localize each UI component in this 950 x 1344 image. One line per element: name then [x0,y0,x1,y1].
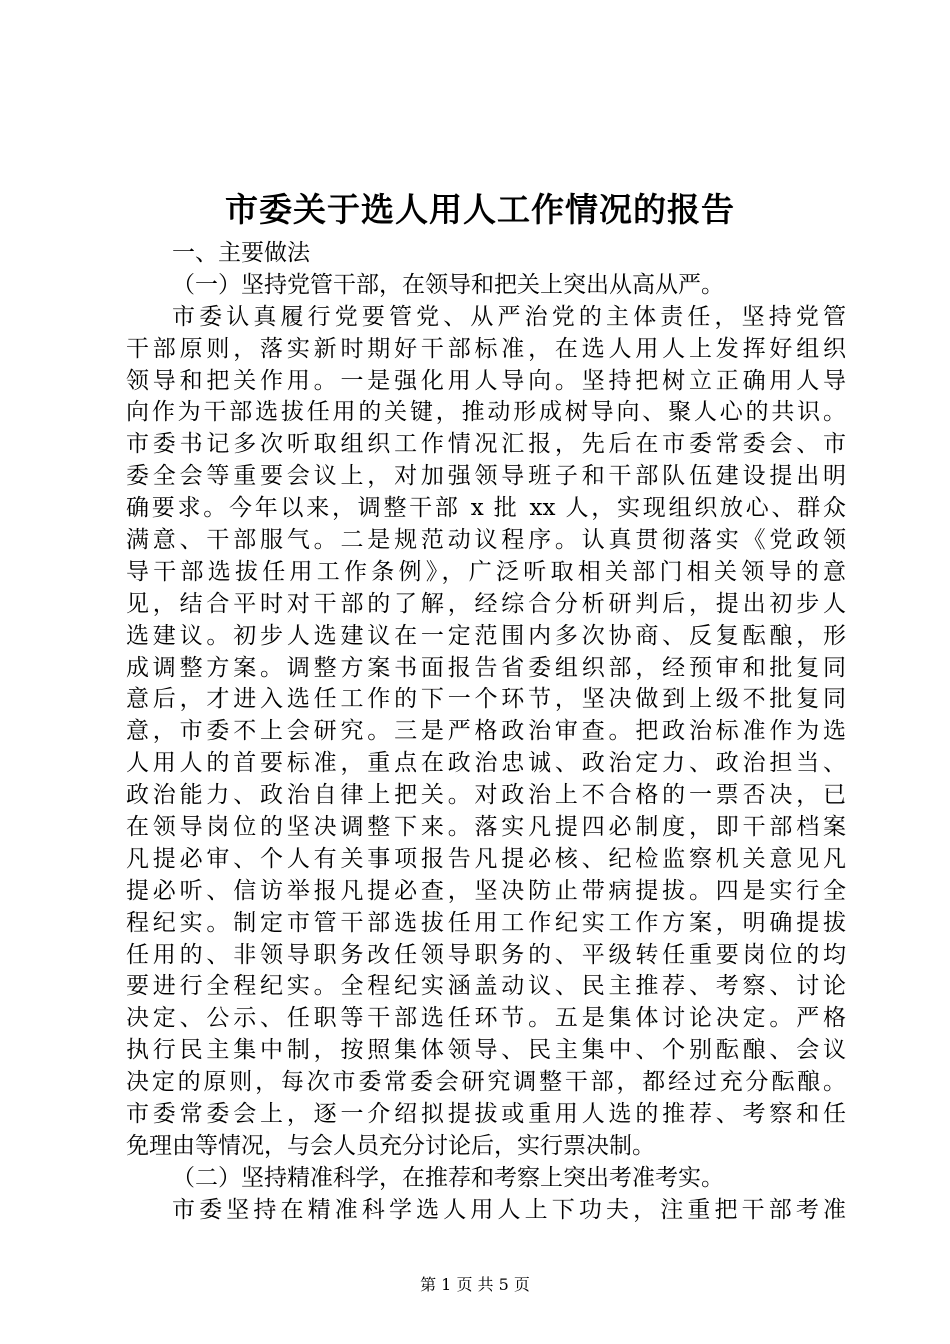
text-line: 要进行全程纪实。全程纪实涵盖动议、民主推荐、考察、讨论 [126,973,846,1000]
text-line: 市委常委会上，逐一介绍拟提拔或重用人选的推荐、考察和任 [126,1101,846,1128]
text-line: 见，结合平时对干部的了解，经综合分析研判后，提出初步人 [126,590,846,617]
text-line: 在领导岗位的坚决调整下来。落实凡提四必制度，即干部档案 [126,814,846,841]
text-line: 委全会等重要会议上，对加强领导班子和干部队伍建设提出明 [126,463,846,490]
document-body [126,238,846,1227]
text-line: 市委坚持在精准科学选人用人上下功夫，注重把干部考准 [172,1196,846,1223]
text-line: 市委书记多次听取组织工作情况汇报，先后在市委常委会、市 [126,431,846,458]
text-line: 满意、干部服气。二是规范动议程序。认真贯彻落实《党政领 [126,527,846,554]
text-line: 一、主要做法 [172,240,310,266]
text-line: （一）坚持党管干部，在领导和把关上突出从高从严。 [172,271,724,298]
text-line: 向作为干部选拔任用的关键，推动形成树导向、聚人心的共识。 [126,399,846,426]
text-line: 任用的、非领导职务改任领导职务的、平级转任重要岗位的均 [126,941,846,968]
text-line: 决定、公示、任职等干部选任环节。五是集体讨论决定。严格 [126,1005,846,1032]
text-line: 意后，才进入选任工作的下一个环节，坚决做到上级不批复同 [126,686,846,713]
text-line: 市委认真履行党要管党、从严治党的主体责任，坚持党管 [172,303,846,330]
text-line: 导干部选拔任用工作条例》，广泛听取相关部门相关领导的意 [126,558,846,585]
text-line: 凡提必审、个人有关事项报告凡提必核、纪检监察机关意见凡 [126,845,846,872]
text-line: 意，市委不上会研究。三是严格政治审查。把政治标准作为选 [126,718,846,745]
text-line: 执行民主集中制，按照集体领导、民主集中、个别酝酿、会议 [126,1037,846,1064]
text-line: 政治能力、政治自律上把关。对政治上不合格的一票否决，已 [126,782,846,809]
page-footer: 第 1 页 共 5 页 [420,1275,530,1294]
document-title: 市委关于选人用人工作情况的报告 [225,190,735,229]
text-line: 确要求。今年以来，调整干部 x 批 xx 人，实现组织放心、群众 [126,495,846,522]
text-line: 干部原则，落实新时期好干部标准，在选人用人上发挥好组织 [126,335,846,362]
text-line: 提必听、信访举报凡提必查，坚决防止带病提拔。四是实行全 [126,877,846,904]
text-line: 领导和把关作用。一是强化用人导向。坚持把树立正确用人导 [126,367,846,394]
text-line: 成调整方案。调整方案书面报告省委组织部，经预审和批复同 [126,654,846,681]
text-line: 免理由等情况，与会人员充分讨论后，实行票决制。 [126,1132,655,1159]
text-line: 决定的原则，每次市委常委会研究调整干部，都经过充分酝酿。 [126,1069,846,1096]
text-line: 人用人的首要标准，重点在政治忠诚、政治定力、政治担当、 [126,750,846,777]
text-line: 选建议。初步人选建议在一定范围内多次协商、反复酝酿，形 [126,622,846,649]
text-line: （二）坚持精准科学，在推荐和考察上突出考准考实。 [172,1164,724,1191]
text-line: 程纪实。制定市管干部选拔任用工作纪实工作方案，明确提拔 [126,909,846,936]
